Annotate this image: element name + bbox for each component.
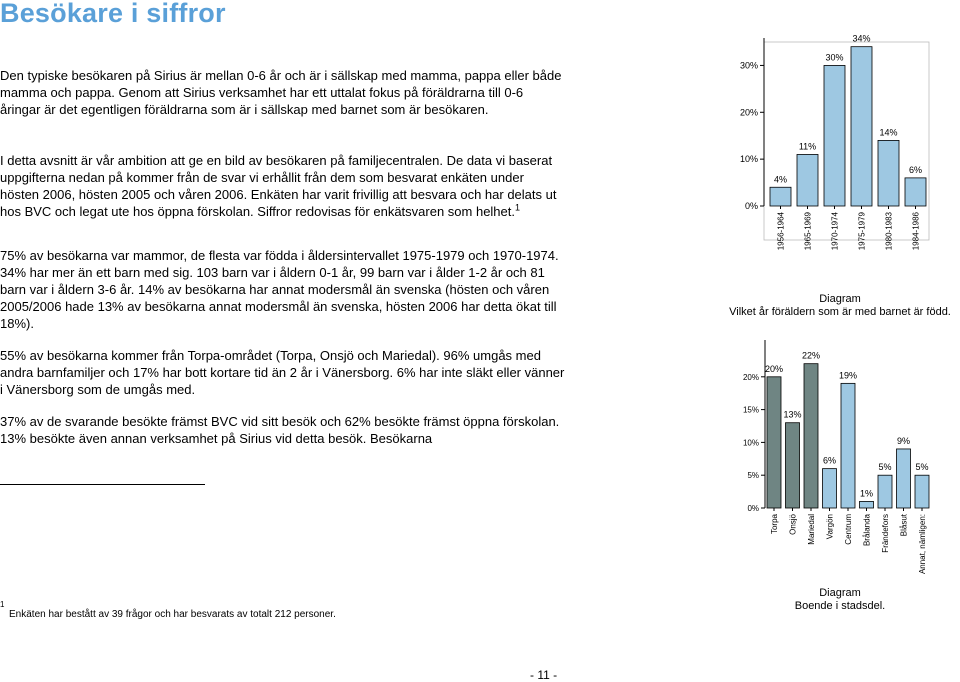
data-label: 5%: [878, 462, 892, 473]
footnote-number: 1: [0, 600, 5, 609]
bar: [897, 449, 911, 508]
residence-chart: [725, 328, 935, 580]
bar: [841, 383, 855, 508]
y-tick-label: 30%: [739, 60, 758, 71]
y-tick-label: 10%: [739, 154, 758, 165]
footnote-reference: 1: [515, 202, 521, 213]
bar: [824, 65, 845, 206]
bar: [786, 423, 800, 508]
bar: [767, 377, 781, 508]
paragraph-intro: Den typiske besökaren på Sirius är mellan 0-6 år och är i sällskap med mamma, pappa eller både mamma och pappa. Genom att Sirius verksamhet har ett uttalat fokus på föräldrarna till 0-6 åringar är det egentligen föräldrarna som är i sällskap med barnet som är besökaren.: [0, 68, 562, 117]
page-title: Besökare i siffror: [0, 0, 226, 28]
category-label: Vargön: [825, 514, 835, 540]
category-label: Annat, nämligen:: [918, 514, 927, 575]
residence-caption-title: Boende i stadsdel.: [794, 600, 886, 612]
paragraph-visits: 37% av de svarande besökte främst BVC vid sitt besök och 62% besökte främst öppna förskolan. 13% besökte även annan verksamhet på Sirius vid detta besök. Besökarna: [0, 414, 560, 446]
paragraph-purpose: [0, 152, 565, 220]
residence-chart-caption: [740, 587, 940, 613]
data-label: 20%: [764, 363, 784, 374]
data-label: 4%: [773, 174, 788, 185]
y-tick-label: 5%: [747, 471, 759, 481]
page-number: - 11 -: [530, 668, 558, 682]
birth-year-chart: [720, 25, 950, 265]
data-label: 11%: [798, 141, 817, 152]
birth-year-chart-caption: [720, 293, 960, 319]
category-label: 1975-1979: [857, 212, 867, 251]
y-tick-label: 0%: [744, 201, 758, 211]
bar: [915, 475, 929, 508]
footnote-text: Enkäten har bestått av 39 frågor och har besvarats av totalt 212 personer.: [9, 609, 336, 620]
bar: [878, 140, 899, 206]
bar: [804, 364, 818, 508]
data-label: 1%: [859, 488, 874, 499]
residence-caption-label: Diagram: [819, 587, 861, 599]
data-label: 6%: [908, 164, 923, 175]
bar: [851, 47, 872, 206]
y-tick-label: 20%: [739, 107, 758, 118]
bar: [878, 475, 892, 508]
category-label: 1956-1964: [776, 212, 786, 251]
paragraph-residence: 55% av besökarna kommer från Torpa-området (Torpa, Onsjö och Mariedal). 96% umgås med andra barnfamiljer och 17% har bott kortare tid än 2 år i Vänersborg. 6% har inte släkt eller vänner i Vänersborg som de umgås med.: [0, 348, 565, 397]
data-label: 14%: [879, 127, 898, 138]
footnote-divider: [0, 484, 205, 485]
category-label: Frändefors: [881, 514, 890, 553]
data-label: 5%: [915, 462, 929, 473]
data-label: 9%: [896, 435, 911, 446]
data-label: 30%: [825, 52, 844, 63]
bar: [860, 501, 874, 508]
paragraph-purpose-text: I detta avsnitt är vår ambition att ge en bild av besökaren på familjecentralen. De data vi baserat uppgifterna nedan på kommer från de svar vi erhållit från dem som besvarat enkäten under hösten 2006, hösten 2005 och våren 2006. Enkäten har varit frivillig att besvara och har delats ut hos BVC och legat ute hos öppna förskolan. Siffror redovisas för enkätsvaren som helhet.: [0, 153, 557, 219]
data-label: 34%: [852, 33, 871, 44]
data-label: 22%: [801, 350, 821, 361]
category-label: 1970-1974: [830, 212, 840, 251]
bar: [823, 469, 837, 508]
category-label: Mariedal: [807, 514, 816, 545]
birth-year-caption-title: Vilket år föräldern som är med barnet är född.: [729, 306, 951, 318]
paragraph-demographics: 75% av besökarna var mammor, de flesta var födda i åldersintervallet 1975-1979 och 1970-1974. 34% har mer än ett barn med sig. 103 barn var i åldern 0-1 år, 99 barn var i ålder 1-2 år och 81 barn var i åldern 3-6 år. 14% av besökarna har annat modersmål än svenska (hösten och våren 2005/2006 hade 13% av besökarna annat modersmål än svenska, hösten 2006 har detta ökat till 18%).: [0, 248, 559, 331]
data-label: 6%: [822, 455, 837, 466]
bar: [770, 187, 791, 206]
y-tick-label: 20%: [742, 372, 759, 382]
plot-frame: [764, 42, 929, 240]
y-tick-label: 10%: [742, 438, 759, 448]
category-label: 1980-1983: [884, 212, 894, 251]
category-label: Blåsut: [899, 514, 909, 537]
data-label: 13%: [783, 409, 802, 420]
category-label: Torpa: [770, 514, 779, 535]
category-label: 1984-1986: [911, 212, 921, 251]
y-tick-label: 0%: [747, 504, 759, 513]
category-label: Brålanda: [862, 514, 872, 547]
bar: [797, 154, 818, 206]
birth-year-caption-label: Diagram: [819, 293, 861, 305]
bar: [905, 178, 926, 206]
category-label: Onsjö: [788, 514, 798, 535]
category-label: Centrum: [844, 514, 853, 545]
y-tick-label: 15%: [742, 405, 759, 415]
data-label: 19%: [838, 370, 858, 381]
category-label: 1965-1969: [803, 212, 813, 251]
